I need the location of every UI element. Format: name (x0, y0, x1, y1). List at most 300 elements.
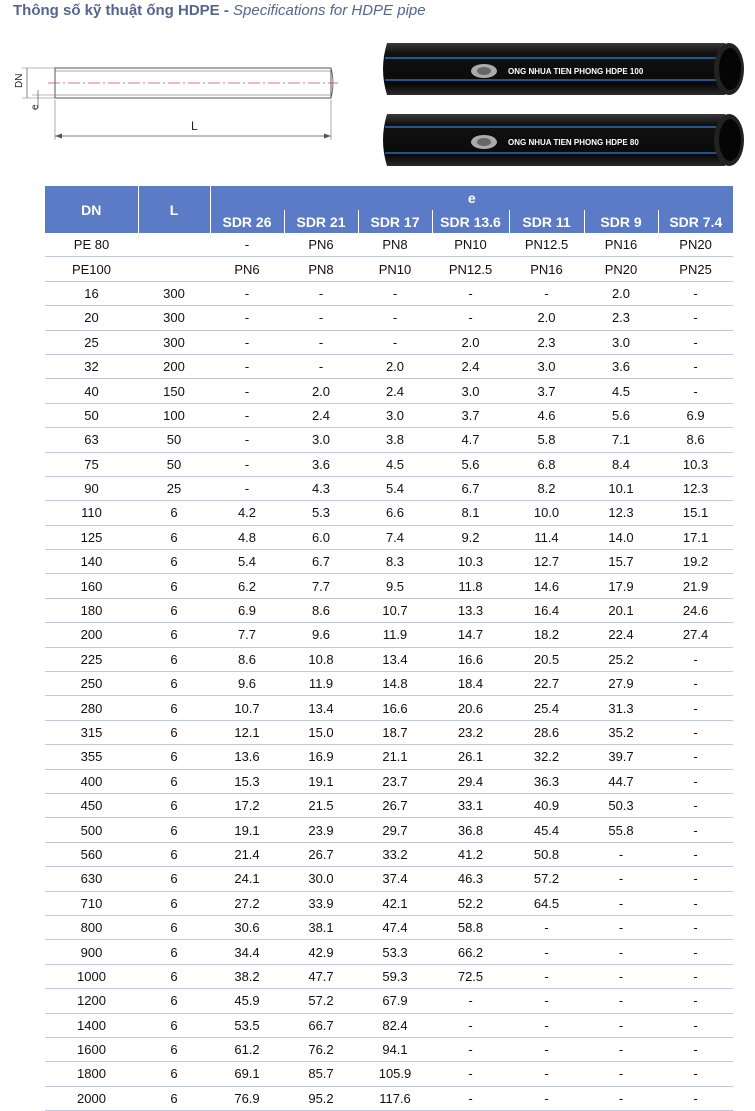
length-cell: 6 (138, 1013, 210, 1037)
thickness-cell: - (584, 842, 658, 866)
thickness-cell: 42.1 (358, 891, 432, 915)
table-row (45, 306, 733, 330)
thickness-cell: - (658, 891, 733, 915)
header-dn: DN (45, 186, 138, 233)
table-row (45, 403, 733, 427)
thickness-cell: - (658, 647, 733, 671)
thickness-cell: - (658, 1013, 733, 1037)
thickness-cell: 64.5 (509, 891, 584, 915)
thickness-cell: 4.5 (584, 379, 658, 403)
pe80-l (138, 233, 210, 257)
thickness-cell: - (658, 842, 733, 866)
thickness-cell: 50.3 (584, 793, 658, 817)
thickness-cell: 10.7 (210, 696, 284, 720)
thickness-cell: - (509, 1062, 584, 1086)
dn-cell: 800 (45, 915, 138, 939)
dn-cell: 900 (45, 940, 138, 964)
thickness-cell: - (584, 1037, 658, 1061)
thickness-cell: - (658, 940, 733, 964)
length-cell: 6 (138, 623, 210, 647)
thickness-cell: 53.5 (210, 1013, 284, 1037)
thickness-cell: 31.3 (584, 696, 658, 720)
thickness-cell: 15.3 (210, 769, 284, 793)
thickness-cell: 13.4 (358, 647, 432, 671)
thickness-cell: 39.7 (584, 745, 658, 769)
thickness-cell: 7.4 (358, 525, 432, 549)
thickness-cell: 4.2 (210, 501, 284, 525)
header-sdr: SDR 13.6 (432, 210, 509, 233)
length-cell: 150 (138, 379, 210, 403)
length-cell: 6 (138, 574, 210, 598)
thickness-cell: - (509, 964, 584, 988)
thickness-cell: 2.0 (358, 354, 432, 378)
thickness-cell: 4.3 (284, 476, 358, 500)
thickness-cell: 3.6 (284, 452, 358, 476)
thickness-cell: 32.2 (509, 745, 584, 769)
thickness-cell: 5.4 (210, 550, 284, 574)
thickness-cell: - (584, 1013, 658, 1037)
thickness-cell: 52.2 (432, 891, 509, 915)
dn-cell: 315 (45, 720, 138, 744)
thickness-cell: 2.0 (584, 281, 658, 305)
thickness-cell: 105.9 (358, 1062, 432, 1086)
thickness-cell: 11.9 (358, 623, 432, 647)
header-sdr: SDR 26 (210, 210, 284, 233)
thickness-cell: 50.8 (509, 842, 584, 866)
pe80-pn: - (210, 233, 284, 257)
thickness-cell: - (284, 281, 358, 305)
thickness-cell: 3.7 (509, 379, 584, 403)
thickness-cell: 14.6 (509, 574, 584, 598)
dn-cell: 125 (45, 525, 138, 549)
thickness-cell: 24.6 (658, 598, 733, 622)
thickness-cell: 14.7 (432, 623, 509, 647)
thickness-cell: - (210, 476, 284, 500)
length-cell: 6 (138, 842, 210, 866)
thickness-cell: - (658, 379, 733, 403)
thickness-cell: 21.9 (658, 574, 733, 598)
pe80-pn: PN12.5 (509, 233, 584, 257)
thickness-cell: - (509, 989, 584, 1013)
length-cell: 6 (138, 745, 210, 769)
thickness-cell: - (432, 1086, 509, 1110)
thickness-cell: - (210, 452, 284, 476)
thickness-cell: 2.3 (509, 330, 584, 354)
thickness-cell: - (658, 281, 733, 305)
thickness-cell: 17.9 (584, 574, 658, 598)
thickness-cell: - (658, 745, 733, 769)
dn-label: DN (14, 73, 25, 88)
thickness-cell: 66.7 (284, 1013, 358, 1037)
thickness-cell: 57.2 (509, 867, 584, 891)
length-cell: 300 (138, 330, 210, 354)
pe80-pn: PN6 (284, 233, 358, 257)
thickness-cell: 7.1 (584, 428, 658, 452)
thickness-cell: 13.3 (432, 598, 509, 622)
pe100-pn: PN6 (210, 257, 284, 281)
thickness-cell: 9.2 (432, 525, 509, 549)
thickness-cell: 36.3 (509, 769, 584, 793)
thickness-cell: 37.4 (358, 867, 432, 891)
thickness-cell: - (584, 1086, 658, 1110)
table-row (45, 1037, 733, 1061)
thickness-cell: 18.2 (509, 623, 584, 647)
dn-cell: 1000 (45, 964, 138, 988)
dn-cell: 450 (45, 793, 138, 817)
page-title (13, 2, 426, 19)
dn-cell: 25 (45, 330, 138, 354)
thickness-cell: - (432, 306, 509, 330)
thickness-cell: - (584, 964, 658, 988)
dn-cell: 140 (45, 550, 138, 574)
thickness-cell: - (210, 330, 284, 354)
thickness-cell: 3.0 (509, 354, 584, 378)
dn-cell: 710 (45, 891, 138, 915)
length-cell: 200 (138, 354, 210, 378)
pe80-pn: PN8 (358, 233, 432, 257)
thickness-cell: - (358, 281, 432, 305)
pipe-hdpe100-label: ONG NHUA TIEN PHONG HDPE 100 (508, 67, 644, 76)
header-sdr: SDR 11 (509, 210, 584, 233)
header-l: L (138, 186, 210, 233)
thickness-cell: 76.2 (284, 1037, 358, 1061)
pe80-pn: PN20 (658, 233, 733, 257)
table-row (45, 964, 733, 988)
dn-cell: 200 (45, 623, 138, 647)
thickness-cell: 10.8 (284, 647, 358, 671)
thickness-cell: - (584, 1062, 658, 1086)
table-row (45, 989, 733, 1013)
thickness-cell: 23.7 (358, 769, 432, 793)
length-cell: 6 (138, 1062, 210, 1086)
thickness-cell: 2.4 (284, 403, 358, 427)
thickness-cell: 34.4 (210, 940, 284, 964)
thickness-cell: - (658, 793, 733, 817)
pipe-hdpe80-label: ONG NHUA TIEN PHONG HDPE 80 (508, 138, 639, 147)
length-cell: 6 (138, 915, 210, 939)
thickness-cell: 20.1 (584, 598, 658, 622)
thickness-cell: 82.4 (358, 1013, 432, 1037)
length-cell: 6 (138, 989, 210, 1013)
length-cell: 25 (138, 476, 210, 500)
table-row (45, 720, 733, 744)
thickness-cell: 58.8 (432, 915, 509, 939)
table-row (45, 428, 733, 452)
thickness-cell: 6.9 (210, 598, 284, 622)
thickness-cell: 12.3 (658, 476, 733, 500)
thickness-cell: 47.7 (284, 964, 358, 988)
thickness-cell: 3.0 (584, 330, 658, 354)
table-row (45, 379, 733, 403)
dn-cell: 20 (45, 306, 138, 330)
dn-cell: 355 (45, 745, 138, 769)
thickness-cell: 2.4 (432, 354, 509, 378)
thickness-cell: 23.9 (284, 818, 358, 842)
length-cell: 6 (138, 647, 210, 671)
thickness-cell: 46.3 (432, 867, 509, 891)
dn-cell: 50 (45, 403, 138, 427)
thickness-cell: 2.0 (432, 330, 509, 354)
thickness-cell: 4.8 (210, 525, 284, 549)
dn-cell: 1200 (45, 989, 138, 1013)
pe100-row (45, 257, 733, 281)
thickness-cell: 10.3 (658, 452, 733, 476)
thickness-cell: 8.2 (509, 476, 584, 500)
thickness-cell: 38.2 (210, 964, 284, 988)
pe100-pn: PN20 (584, 257, 658, 281)
thickness-cell: 2.0 (509, 306, 584, 330)
thickness-cell: 94.1 (358, 1037, 432, 1061)
thickness-cell: - (432, 1037, 509, 1061)
thickness-cell: 21.5 (284, 793, 358, 817)
thickness-cell: 33.2 (358, 842, 432, 866)
thickness-cell: 41.2 (432, 842, 509, 866)
thickness-cell: 6.6 (358, 501, 432, 525)
table-row (45, 745, 733, 769)
thickness-cell: 95.2 (284, 1086, 358, 1110)
thickness-cell: - (509, 940, 584, 964)
length-cell: 6 (138, 696, 210, 720)
thickness-cell: 27.4 (658, 623, 733, 647)
thickness-cell: - (432, 989, 509, 1013)
pe80-pn: PN16 (584, 233, 658, 257)
thickness-cell: 42.9 (284, 940, 358, 964)
thickness-cell: 57.2 (284, 989, 358, 1013)
thickness-cell: 22.4 (584, 623, 658, 647)
pe100-pn: PN25 (658, 257, 733, 281)
length-cell: 6 (138, 550, 210, 574)
length-cell: 6 (138, 672, 210, 696)
table-row (45, 891, 733, 915)
table-row (45, 574, 733, 598)
thickness-cell: 45.9 (210, 989, 284, 1013)
spec-table-body (45, 233, 733, 1111)
thickness-cell: 20.5 (509, 647, 584, 671)
thickness-cell: 2.3 (584, 306, 658, 330)
thickness-cell: 61.2 (210, 1037, 284, 1061)
thickness-cell: 7.7 (284, 574, 358, 598)
dn-cell: 90 (45, 476, 138, 500)
thickness-cell: 26.1 (432, 745, 509, 769)
thickness-cell: 15.7 (584, 550, 658, 574)
thickness-cell: - (658, 1086, 733, 1110)
table-row (45, 818, 733, 842)
table-row (45, 672, 733, 696)
thickness-cell: - (210, 306, 284, 330)
pe100-pn: PN8 (284, 257, 358, 281)
length-cell: 6 (138, 818, 210, 842)
thickness-cell: 72.5 (432, 964, 509, 988)
table-row (45, 476, 733, 500)
length-cell: 6 (138, 793, 210, 817)
length-cell: 6 (138, 940, 210, 964)
thickness-cell: 30.6 (210, 915, 284, 939)
header-sdr: SDR 17 (358, 210, 432, 233)
thickness-cell: - (358, 306, 432, 330)
thickness-cell: 5.6 (584, 403, 658, 427)
dn-cell: 32 (45, 354, 138, 378)
pe80-row (45, 233, 733, 257)
table-row (45, 915, 733, 939)
table-row (45, 842, 733, 866)
thickness-cell: 8.3 (358, 550, 432, 574)
thickness-cell: 7.7 (210, 623, 284, 647)
thickness-cell: 66.2 (432, 940, 509, 964)
thickness-cell: - (584, 891, 658, 915)
thickness-cell: 6.0 (284, 525, 358, 549)
thickness-cell: 12.7 (509, 550, 584, 574)
thickness-cell: 76.9 (210, 1086, 284, 1110)
thickness-cell: - (432, 1013, 509, 1037)
thickness-cell: - (284, 306, 358, 330)
title-english: Specifications for HDPE pipe (233, 2, 426, 19)
thickness-cell: - (584, 915, 658, 939)
thickness-cell: 14.8 (358, 672, 432, 696)
dn-cell: 16 (45, 281, 138, 305)
thickness-cell: 10.1 (584, 476, 658, 500)
length-cell: 300 (138, 306, 210, 330)
length-cell: 6 (138, 1086, 210, 1110)
thickness-cell: 25.2 (584, 647, 658, 671)
thickness-cell: 11.8 (432, 574, 509, 598)
length-cell: 50 (138, 452, 210, 476)
dn-cell: 400 (45, 769, 138, 793)
thickness-cell: - (210, 281, 284, 305)
thickness-cell: 36.8 (432, 818, 509, 842)
thickness-cell: 17.2 (210, 793, 284, 817)
dn-cell: 500 (45, 818, 138, 842)
length-cell: 6 (138, 891, 210, 915)
thickness-cell: 6.7 (284, 550, 358, 574)
thickness-cell: - (210, 428, 284, 452)
thickness-cell: 27.9 (584, 672, 658, 696)
l-label: L (191, 119, 198, 133)
thickness-cell: - (658, 867, 733, 891)
pe100-pn: PN10 (358, 257, 432, 281)
table-row (45, 330, 733, 354)
thickness-cell: 19.1 (210, 818, 284, 842)
thickness-cell: 8.6 (284, 598, 358, 622)
dn-cell: 1600 (45, 1037, 138, 1061)
header-sdr: SDR 7.4 (658, 210, 733, 233)
thickness-cell: 29.4 (432, 769, 509, 793)
table-row (45, 525, 733, 549)
thickness-cell: 25.4 (509, 696, 584, 720)
table-row (45, 501, 733, 525)
thickness-cell: 53.3 (358, 940, 432, 964)
thickness-cell: - (658, 769, 733, 793)
thickness-cell: 8.6 (658, 428, 733, 452)
thickness-cell: 16.4 (509, 598, 584, 622)
thickness-cell: 14.0 (584, 525, 658, 549)
thickness-cell: - (658, 964, 733, 988)
thickness-cell: 5.4 (358, 476, 432, 500)
pipe-diagram (8, 60, 343, 150)
thickness-cell: 47.4 (358, 915, 432, 939)
thickness-cell: 24.1 (210, 867, 284, 891)
dn-cell: 75 (45, 452, 138, 476)
thickness-cell: 3.0 (432, 379, 509, 403)
spec-table (45, 186, 733, 1111)
length-cell: 100 (138, 403, 210, 427)
thickness-cell: 3.7 (432, 403, 509, 427)
thickness-cell: 4.7 (432, 428, 509, 452)
thickness-cell: 6.8 (509, 452, 584, 476)
thickness-cell: 3.0 (358, 403, 432, 427)
title-vietnamese: Thông số kỹ thuật ống HDPE - (13, 2, 233, 19)
pe100-pn: PN12.5 (432, 257, 509, 281)
thickness-cell: - (658, 989, 733, 1013)
thickness-cell: 19.1 (284, 769, 358, 793)
thickness-cell: 40.9 (509, 793, 584, 817)
thickness-cell: 3.6 (584, 354, 658, 378)
thickness-cell: 19.2 (658, 550, 733, 574)
thickness-cell: 33.9 (284, 891, 358, 915)
pe100-l (138, 257, 210, 281)
thickness-cell: 4.5 (358, 452, 432, 476)
header-sdr: SDR 9 (584, 210, 658, 233)
thickness-cell: 12.1 (210, 720, 284, 744)
thickness-cell: 69.1 (210, 1062, 284, 1086)
thickness-cell: 16.6 (432, 647, 509, 671)
thickness-cell: - (658, 672, 733, 696)
dn-cell: 2000 (45, 1086, 138, 1110)
thickness-cell: 9.6 (210, 672, 284, 696)
thickness-cell: - (509, 1086, 584, 1110)
table-row (45, 940, 733, 964)
dn-cell: 250 (45, 672, 138, 696)
dn-cell: 225 (45, 647, 138, 671)
thickness-cell: 6.9 (658, 403, 733, 427)
thickness-cell: 29.7 (358, 818, 432, 842)
length-cell: 300 (138, 281, 210, 305)
thickness-cell: 11.9 (284, 672, 358, 696)
dn-cell: 63 (45, 428, 138, 452)
thickness-cell: 10.0 (509, 501, 584, 525)
thickness-cell: - (584, 940, 658, 964)
thickness-cell: - (210, 354, 284, 378)
thickness-cell: 13.6 (210, 745, 284, 769)
thickness-cell: - (509, 915, 584, 939)
thickness-cell: 4.6 (509, 403, 584, 427)
thickness-cell: - (210, 403, 284, 427)
table-row (45, 696, 733, 720)
length-cell: 50 (138, 428, 210, 452)
table-row (45, 867, 733, 891)
dn-cell: 280 (45, 696, 138, 720)
thickness-cell: - (509, 1037, 584, 1061)
thickness-cell: 5.3 (284, 501, 358, 525)
length-cell: 6 (138, 501, 210, 525)
thickness-cell: - (509, 1013, 584, 1037)
dn-cell: 180 (45, 598, 138, 622)
table-row (45, 598, 733, 622)
thickness-cell: 15.0 (284, 720, 358, 744)
pe100-pn: PN16 (509, 257, 584, 281)
dn-cell: 630 (45, 867, 138, 891)
thickness-cell: 35.2 (584, 720, 658, 744)
header-e: e (210, 186, 733, 210)
thickness-cell: 21.4 (210, 842, 284, 866)
table-row (45, 1062, 733, 1086)
table-row (45, 793, 733, 817)
dn-cell: 1400 (45, 1013, 138, 1037)
thickness-cell: 18.7 (358, 720, 432, 744)
thickness-cell: 67.9 (358, 989, 432, 1013)
thickness-cell: 15.1 (658, 501, 733, 525)
thickness-cell: 17.1 (658, 525, 733, 549)
thickness-cell: 13.4 (284, 696, 358, 720)
